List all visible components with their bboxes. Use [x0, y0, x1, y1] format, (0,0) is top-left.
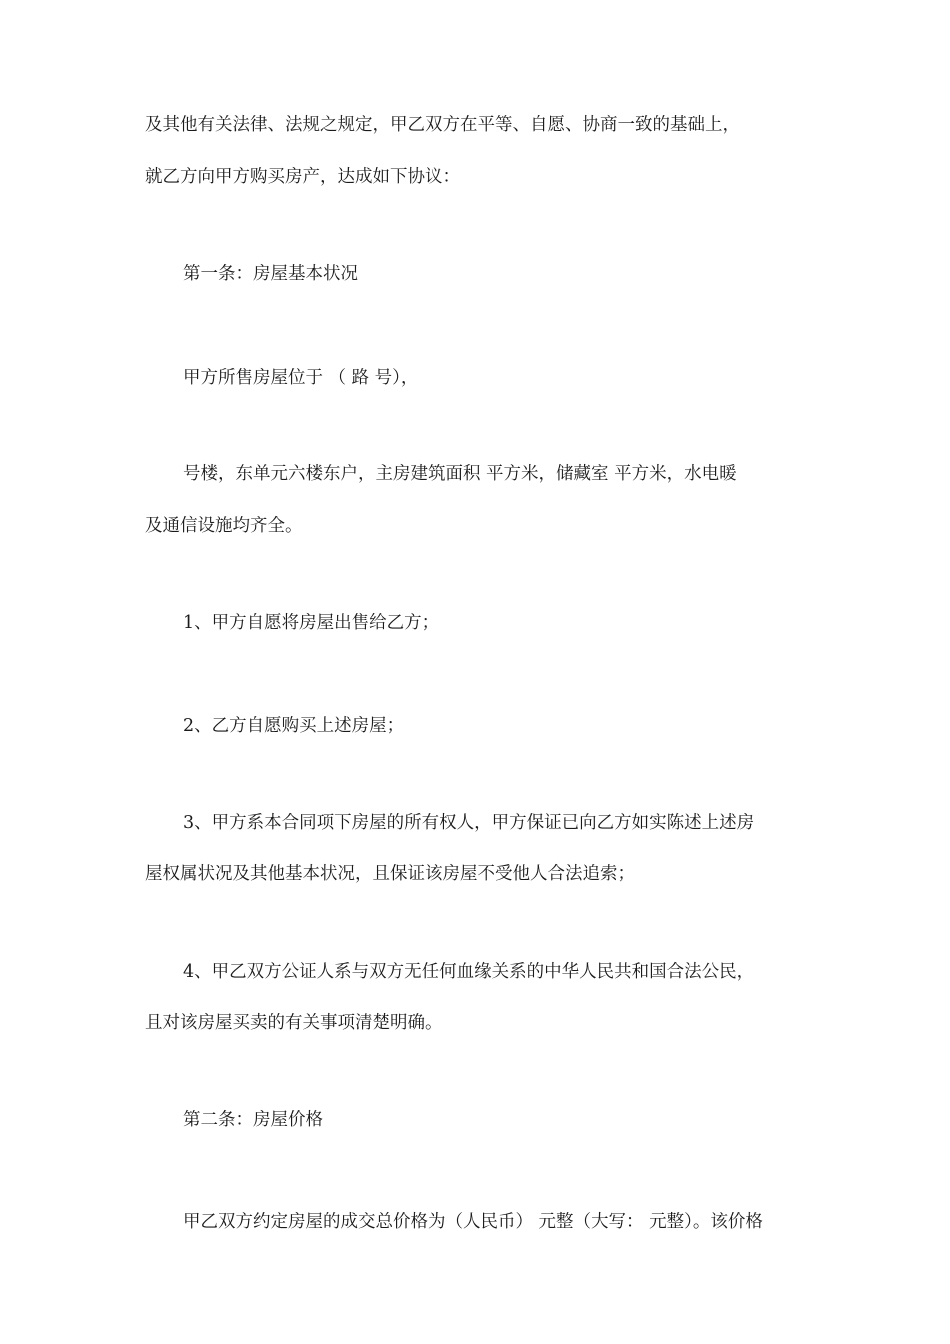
text-line: 号楼，东单元六楼东户，主房建筑面积 平方米，储藏室 平方米，水电暖	[183, 464, 737, 484]
list-item: 2、乙方自愿购买上述房屋；	[183, 716, 405, 736]
text-line: 及通信设施均齐全。	[145, 516, 303, 536]
article-heading-1: 第一条：房屋基本状况	[183, 264, 358, 284]
list-item: 3、甲方系本合同项下房屋的所有权人，甲方保证已向乙方如实陈述上述房	[183, 813, 755, 833]
text-line: 就乙方向甲方购买房产，达成如下协议：	[145, 167, 460, 187]
text-line: 屋权属状况及其他基本状况，且保证该房屋不受他人合法追索；	[145, 864, 635, 884]
text-line: 甲方所售房屋位于 （ 路 号），	[183, 368, 419, 388]
list-item: 4、甲乙双方公证人系与双方无任何血缘关系的中华人民共和国合法公民，	[183, 962, 755, 982]
text-line: 甲乙双方约定房屋的成交总价格为（人民币） 元整（大写： 元整）。该价格	[183, 1212, 763, 1232]
text-line: 及其他有关法律、法规之规定，甲乙双方在平等、自愿、协商一致的基础上，	[145, 115, 740, 135]
text-line: 且对该房屋买卖的有关事项清楚明确。	[145, 1013, 443, 1033]
article-heading-2: 第二条：房屋价格	[183, 1110, 323, 1130]
list-item: 1、甲方自愿将房屋出售给乙方；	[183, 613, 440, 633]
